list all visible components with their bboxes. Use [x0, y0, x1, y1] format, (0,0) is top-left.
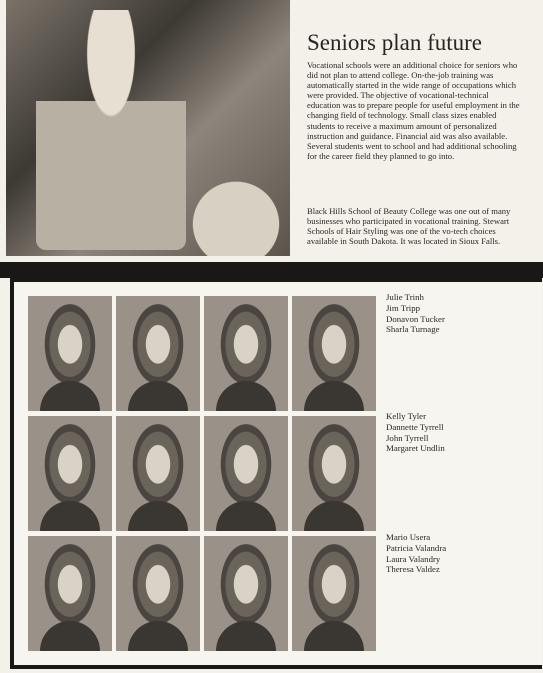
- portrait: [28, 416, 112, 531]
- portrait: [204, 416, 288, 531]
- name-list-row-3: [386, 532, 516, 575]
- portrait: [116, 296, 200, 411]
- portrait-panel: [10, 278, 542, 669]
- portrait: [204, 536, 288, 651]
- portrait: [292, 536, 376, 651]
- portrait: [292, 416, 376, 531]
- student-name: John Tyrrell: [386, 432, 429, 443]
- name-list-row-1: [386, 292, 516, 335]
- student-name: Donavon Tucker: [386, 313, 445, 324]
- client-hair: [181, 170, 290, 256]
- hair-styling-photo: [6, 0, 290, 256]
- student-name: Sharla Turnage: [386, 324, 440, 335]
- student-name: Theresa Valdez: [386, 564, 440, 575]
- student-name: Julie Trinh: [386, 292, 424, 302]
- article-paragraph-1: Vocational schools were an additional choice for seniors who did not plan to attend college. On-the-job training was automatically started in the wide range of occupations which were provided. The objective of vocational-technical education was to prepare people for useful employment in the changing field of technology. Small class sizes enabled students to receive a maximum amount of personalized instruction and guidance. Financial aid was also available. Several students went to school and had additional schooling for the career field they planned to go into.: [307, 60, 520, 161]
- portrait: [116, 536, 200, 651]
- portrait: [28, 536, 112, 651]
- student-name: Kelly Tyler: [386, 411, 427, 421]
- portrait: [292, 296, 376, 411]
- portrait: [28, 296, 112, 411]
- student-name: Jim Tripp: [386, 302, 420, 313]
- student-name: Patricia Valandra: [386, 542, 447, 553]
- student-name: Mario Usera: [386, 532, 431, 542]
- portrait: [116, 416, 200, 531]
- student-figure: [36, 10, 186, 250]
- panel-frame-top: [0, 262, 543, 278]
- student-name: Laura Valandry: [386, 553, 441, 564]
- student-name: Margaret Undlin: [386, 443, 445, 454]
- article-paragraph-2: Black Hills School of Beauty College was one out of many businesses who participated in vocational training. Stewart Schools of Hair Styling was one of the vo-tech choices available in South Dakota. It was located in Sioux Falls.: [307, 206, 511, 247]
- article-title: Seniors plan future: [307, 30, 483, 55]
- name-list-row-2: [386, 411, 516, 454]
- student-name: Dannette Tyrrell: [386, 421, 444, 432]
- portrait: [204, 296, 288, 411]
